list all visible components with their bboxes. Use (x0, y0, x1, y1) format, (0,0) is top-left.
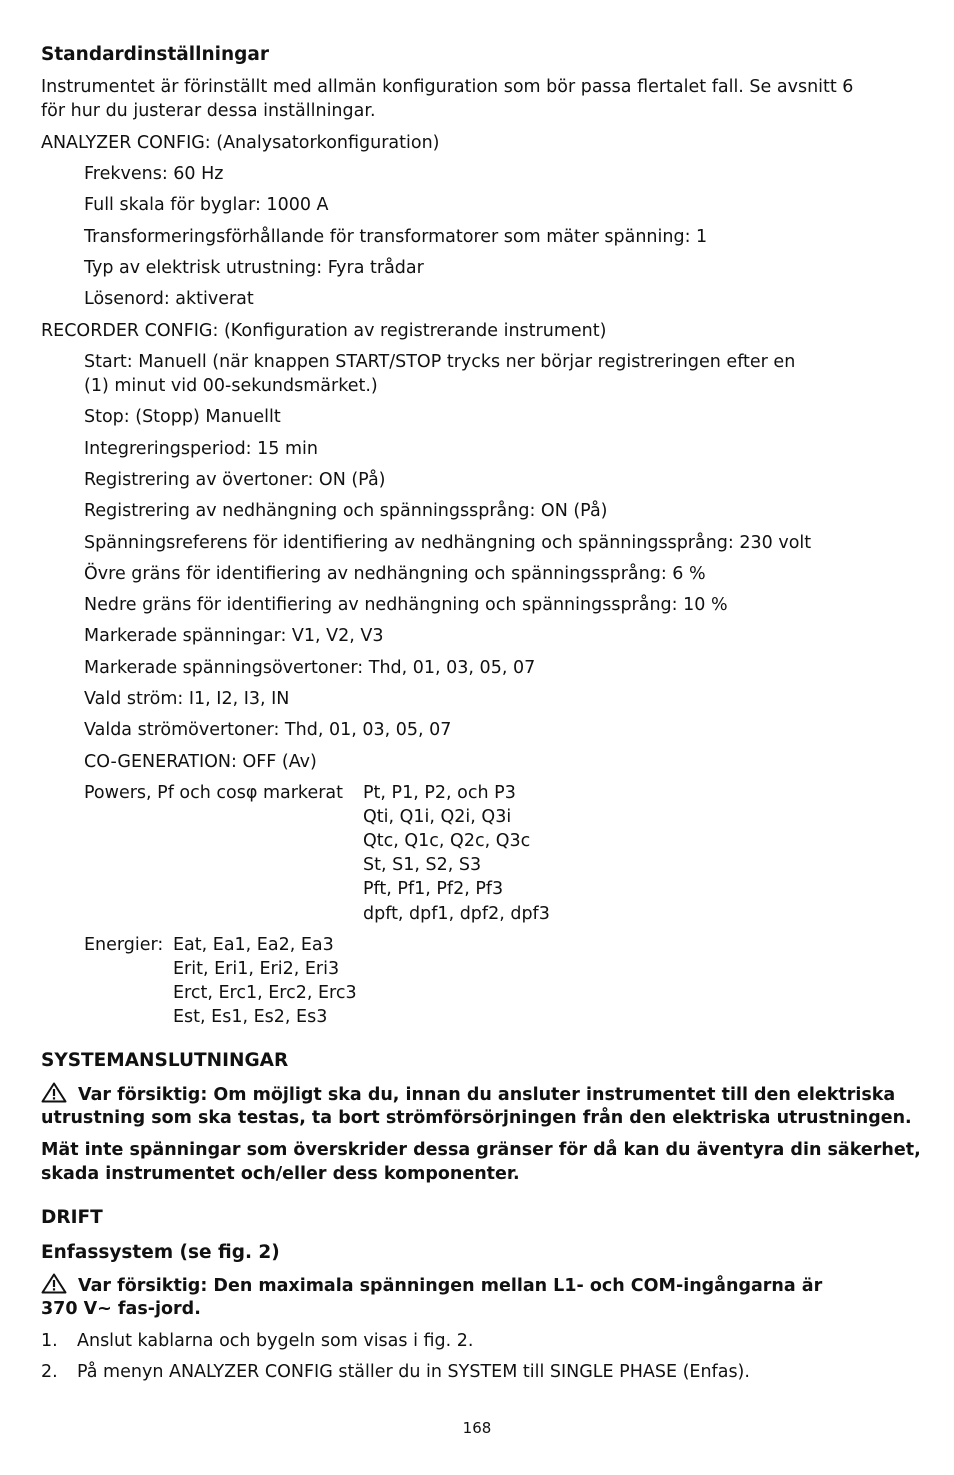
analyzer-item: Typ av elektrisk utrustning: Fyra trådar (84, 258, 424, 278)
step-text: Anslut kablarna och bygeln som visas i fig. 2. (77, 1331, 474, 1351)
recorder-item: Nedre gräns för identifiering av nedhängning och spänningssprång: 10 % (84, 595, 728, 615)
page-number: 168 (462, 1419, 492, 1437)
energy-value: Eat, Ea1, Ea2, Ea3 (173, 935, 334, 955)
powers-value: St, S1, S2, S3 (363, 855, 482, 875)
recorder-item: CO-GENERATION: OFF (Av) (84, 752, 317, 772)
recorder-item: Registrering av övertoner: ON (På) (84, 470, 386, 490)
intro-line-2: för hur du justerar dessa inställningar. (41, 101, 376, 121)
section-heading-drift: DRIFT (41, 1207, 103, 1228)
powers-value: Pt, P1, P2, och P3 (363, 783, 516, 803)
section-heading-standard: Standardinställningar (41, 44, 269, 65)
recorder-item: Spänningsreferens för identifiering av nedhängning och spänningssprång: 230 volt (84, 533, 812, 553)
recorder-start-line-1: Start: Manuell (när knappen START/STOP trycks ner börjar registreringen efter en (84, 352, 796, 372)
step-number: 1. (41, 1331, 58, 1351)
drift-warning-text: Var försiktig: Den maximala spänningen mellan L1- och COM-ingångarna är (78, 1276, 823, 1296)
powers-value: Qtc, Q1c, Q2c, Q3c (363, 831, 531, 851)
powers-value: dpft, dpf1, dpf2, dpf3 (363, 904, 550, 924)
system-note-line-1: Mät inte spänningar som överskrider dessa gränser för då kan du äventyra din säkerhet, (41, 1140, 921, 1160)
recorder-item: Registrering av nedhängning och spänningssprång: ON (På) (84, 501, 608, 521)
recorder-item: Valda strömövertoner: Thd, 01, 03, 05, 07 (84, 720, 452, 740)
energy-value: Est, Es1, Es2, Es3 (173, 1007, 328, 1027)
recorder-item: Markerade spänningsövertoner: Thd, 01, 03, 05, 07 (84, 658, 536, 678)
analyzer-item: Full skala för byglar: 1000 A (84, 195, 329, 215)
powers-value: Qti, Q1i, Q2i, Q3i (363, 807, 512, 827)
recorder-item: Integreringsperiod: 15 min (84, 439, 318, 459)
recorder-item: Vald ström: I1, I2, I3, IN (84, 689, 290, 709)
step-text: På menyn ANALYZER CONFIG ställer du in SYSTEM till SINGLE PHASE (Enfas). (77, 1362, 750, 1382)
intro-line-1: Instrumentet är förinställt med allmän konfiguration som bör passa flertalet fall. Se avsnitt 6 (41, 77, 854, 97)
recorder-item: Övre gräns för identifiering av nedhängning och spänningssprång: 6 % (84, 564, 706, 584)
drift-subheading: Enfassystem (se fig. 2) (41, 1242, 280, 1263)
energy-value: Erct, Erc1, Erc2, Erc3 (173, 983, 357, 1003)
powers-label: Powers, Pf och cosφ markerat (84, 783, 343, 803)
section-heading-system: SYSTEMANSLUTNINGAR (41, 1050, 289, 1071)
powers-value: Pft, Pf1, Pf2, Pf3 (363, 879, 504, 899)
step-number: 2. (41, 1362, 58, 1382)
drift-warning-line-2: 370 V~ fas-jord. (41, 1299, 201, 1319)
energy-label: Energier: (84, 935, 164, 955)
analyzer-config-title: ANALYZER CONFIG: (Analysatorkonfiguration) (41, 133, 440, 153)
analyzer-item: Lösenord: aktiverat (84, 289, 254, 309)
recorder-item: Stop: (Stopp) Manuellt (84, 407, 281, 427)
analyzer-item: Frekvens: 60 Hz (84, 164, 224, 184)
recorder-config-title: RECORDER CONFIG: (Konfiguration av registrerande instrument) (41, 321, 607, 341)
system-note-line-2: skada instrumentet och/eller dess komponenter. (41, 1164, 520, 1184)
analyzer-item: Transformeringsförhållande för transformatorer som mäter spänning: 1 (84, 227, 708, 247)
energy-value: Erit, Eri1, Eri2, Eri3 (173, 959, 340, 979)
system-warning-text: Var försiktig: Om möjligt ska du, innan du ansluter instrumentet till den elektriska (78, 1085, 896, 1105)
recorder-item: Markerade spänningar: V1, V2, V3 (84, 626, 384, 646)
recorder-start-line-2: (1) minut vid 00-sekundsmärket.) (84, 376, 378, 396)
system-warning-line-2: utrustning som ska testas, ta bort strömförsörjningen från den elektriska utrustningen. (41, 1108, 912, 1128)
